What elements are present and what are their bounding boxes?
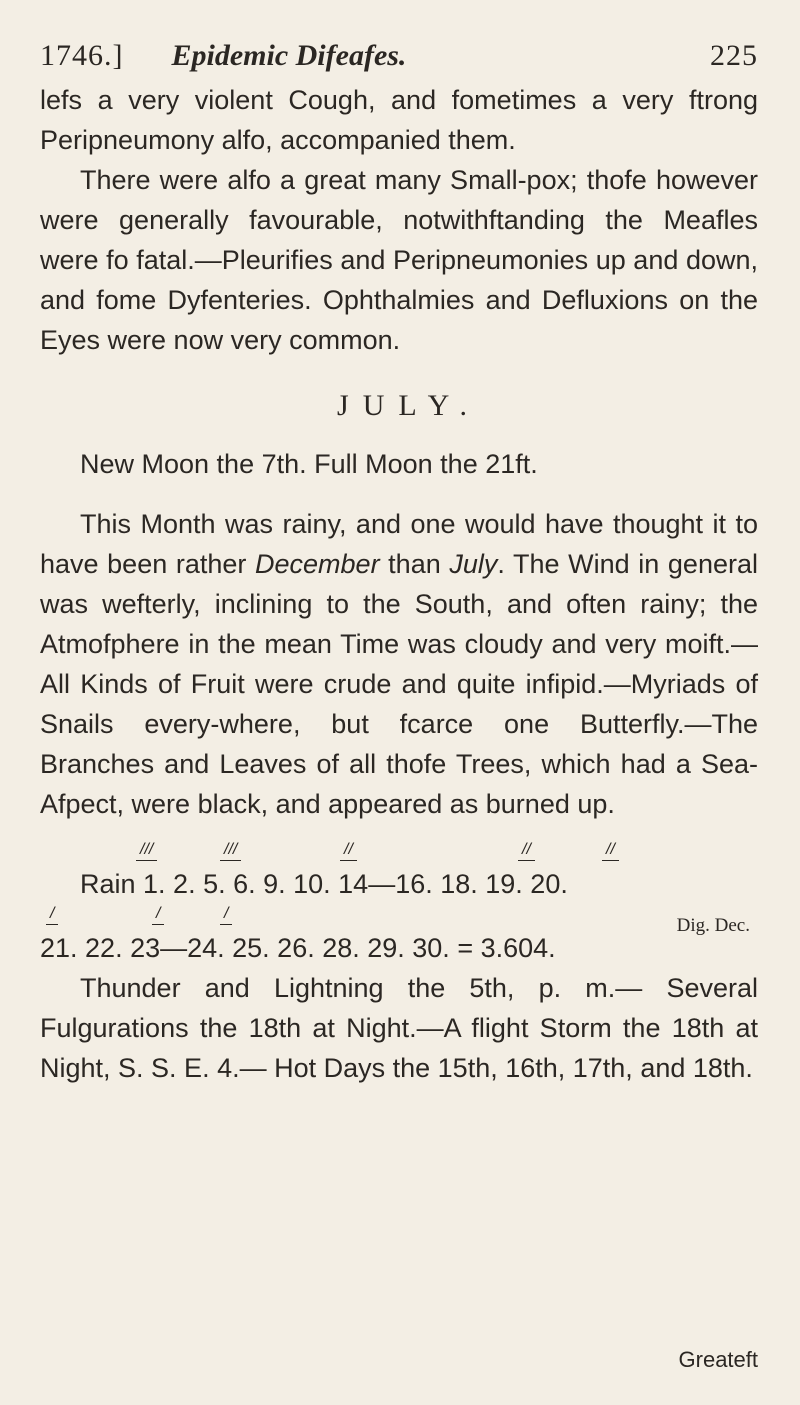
- rain-mark: /: [152, 904, 164, 925]
- word-july: July: [449, 549, 498, 579]
- moon-phases: New Moon the 7th. Full Moon the 21ft.: [80, 449, 538, 479]
- rain-days-2: 21. 22. 23—24. 25. 26. 28. 29. 30. = 3.604.: [40, 933, 556, 963]
- paragraph-cough: lefs a very violent Cough, and fometimes a very ftrong Peripneumony alfo, accompanied them.: [40, 85, 758, 155]
- page-body: [40, 80, 758, 1088]
- rain-mark: //: [518, 840, 535, 861]
- header-year: 1746.]: [40, 39, 124, 72]
- month-heading: JULY.: [337, 389, 481, 422]
- rain-line-1: [40, 864, 758, 904]
- july-text-1: This Month was rainy, and one would have thought it to have been rather: [40, 509, 758, 579]
- rain-days-1: Rain 1. 2. 5. 6. 9. 10. 14—16. 18. 19. 20.: [80, 869, 568, 899]
- rain-mark: //: [340, 840, 357, 861]
- july-text-2: than: [379, 549, 450, 579]
- page-number: 225: [710, 39, 758, 72]
- rain-line-2: [40, 928, 758, 968]
- weather-notes: Thunder and Lightning the 5th, p. m.— Several Fulgurations the 18th at Night.—A flight Storm the 18th at Night, S. S. E. 4.— Hot Days the 15th, 16th, 17th, and 18th.: [40, 973, 758, 1083]
- running-title: Epidemic Difeafes.: [171, 39, 407, 72]
- rain-mark: ///: [220, 840, 241, 861]
- paragraph-smallpox: There were alfo a great many Small-pox; thofe however were generally favourable, notwithftanding the Meafles were fo fatal.—Pleurifies and Peripneumonies up and down, and fome Dyfenteries. Ophthalmies and Defluxions on the Eyes were now very common.: [40, 165, 758, 355]
- rain-mark: /: [220, 904, 232, 925]
- july-text-3: . The Wind in general was wefterly, inclining to the South, and often rainy; the Atmofphere in the mean Time was cloudy and very moift.—All Kinds of Fruit were crude and quite infipid.—Myriads of Snails every-where, but fcarce one Butterfly.—The Branches and Leaves of all thofe Trees, which had a Sea-Afpect, were black, and appeared as burned up.: [40, 549, 758, 819]
- rain-mark: ///: [136, 840, 157, 861]
- paragraph-july: [40, 504, 758, 824]
- digit-decimal-label: Dig. Dec.: [676, 915, 750, 936]
- rain-marks-row-1: [40, 840, 758, 864]
- word-december: December: [255, 549, 380, 579]
- rain-record: [40, 840, 758, 968]
- catchword: Greateft: [678, 1347, 758, 1372]
- running-header: [40, 34, 758, 78]
- rain-mark: //: [602, 840, 619, 861]
- rain-mark: /: [46, 904, 58, 925]
- rain-marks-row-2: [40, 904, 758, 936]
